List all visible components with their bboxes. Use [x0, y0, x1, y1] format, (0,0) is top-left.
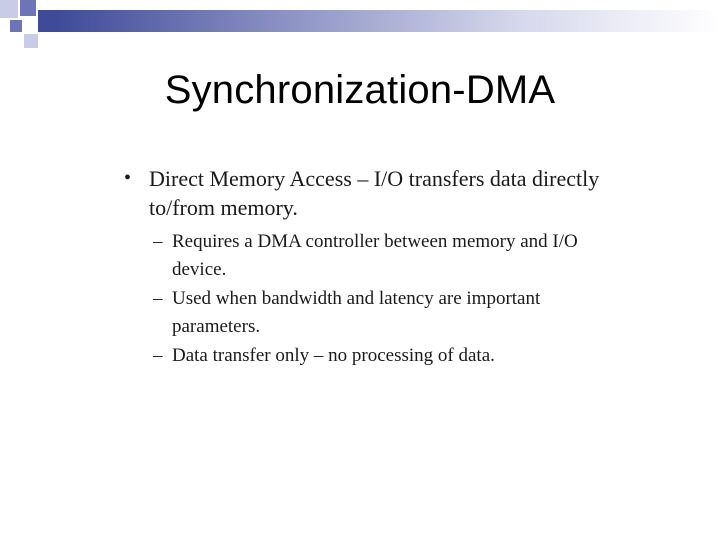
dash-mark: –: [153, 345, 163, 366]
slide-content: [120, 164, 610, 371]
bullet-text: Direct Memory Access – I/O transfers data directly to/from memory.: [149, 166, 600, 220]
dash-mark: –: [153, 288, 163, 309]
sub-bullet-list: [120, 228, 610, 370]
bullet-item: [120, 164, 610, 222]
bullet-mark: •: [124, 167, 132, 189]
sub-bullet-text: Used when bandwidth and latency are important parameters.: [172, 288, 541, 337]
slide-title: Synchronization-DMA: [164, 68, 556, 112]
sub-bullet-item: [120, 228, 610, 284]
sub-bullet-item: [120, 342, 610, 370]
sub-bullet-text: Data transfer only – no processing of data.: [172, 345, 495, 366]
decor-square-2: [20, 0, 36, 16]
sub-bullet-item: [120, 285, 610, 341]
decor-square-1: [0, 0, 18, 18]
decor-square-4: [10, 20, 22, 32]
decor-square-3: [38, 10, 56, 32]
dash-mark: –: [153, 231, 163, 252]
sub-bullet-text: Requires a DMA controller between memory and I/O device.: [172, 231, 578, 280]
decor-square-5: [24, 34, 38, 48]
header-gradient-band: [56, 10, 720, 32]
